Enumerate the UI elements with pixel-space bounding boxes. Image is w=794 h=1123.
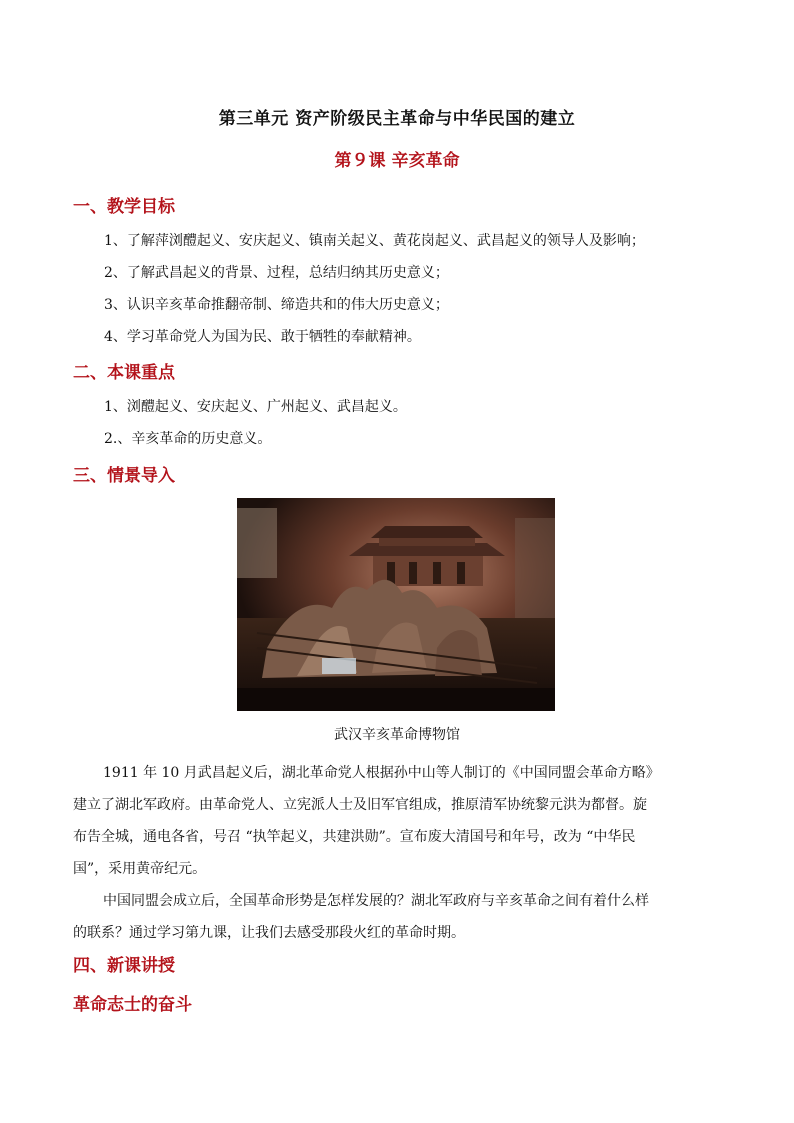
question-paragraph-line: 的联系？通过学习第九课，让我们去感受那段火红的革命时期。	[73, 925, 465, 941]
intro-paragraph-line: 1911 年 10 月武昌起义后，湖北革命党人根据孙中山等人制订的《中国同盟会革命方略》	[103, 765, 660, 781]
objective-item-2: 2、了解武昌起义的背景、过程，总结归纳其历史意义；	[104, 265, 449, 281]
key-point-item-1: 1、浏醴起义、安庆起义、广州起义、武昌起义。	[104, 399, 407, 415]
objective-item-1: 1、了解萍浏醴起义、安庆起义、镇南关起义、黄花岗起义、武昌起义的领导人及影响；	[104, 233, 645, 249]
photo-caption: 武汉辛亥革命博物馆	[334, 727, 460, 743]
section-heading-key-points: 二、本课重点	[73, 363, 175, 383]
question-paragraph-line: 中国同盟会成立后，全国革命形势是怎样发展的？湖北军政府与辛亥革命之间有着什么样	[103, 893, 649, 909]
section-heading-introduction: 三、情景导入	[73, 466, 175, 486]
key-point-item-2: 2.、辛亥革命的历史意义。	[104, 431, 272, 447]
intro-paragraph-line: 建立了湖北军政府。由革命党人、立宪派人士及旧军官组成，推原清军协统黎元洪为都督。旋	[73, 797, 647, 813]
subheading-revolutionary-struggle: 革命志士的奋斗	[73, 995, 192, 1015]
unit-title: 第三单元 资产阶级民主革命与中华民国的建立	[218, 109, 576, 129]
objective-item-4: 4、学习革命党人为国为民、敢于牺牲的奉献精神。	[104, 329, 421, 345]
intro-paragraph-line: 国”，采用黄帝纪元。	[73, 861, 207, 877]
section-heading-new-lesson: 四、新课讲授	[73, 956, 175, 976]
objective-item-3: 3、认识辛亥革命推翻帝制、缔造共和的伟大历史意义；	[104, 297, 449, 313]
section-heading-objectives: 一、教学目标	[73, 197, 175, 217]
intro-paragraph-line: 布告全城，通电各省，号召 “执竿起义，共建洪勋”。宣布废大清国号和年号，改为 “中华民	[73, 829, 636, 845]
museum-photo	[237, 498, 555, 711]
lesson-title: 第９课 辛亥革命	[334, 151, 460, 171]
